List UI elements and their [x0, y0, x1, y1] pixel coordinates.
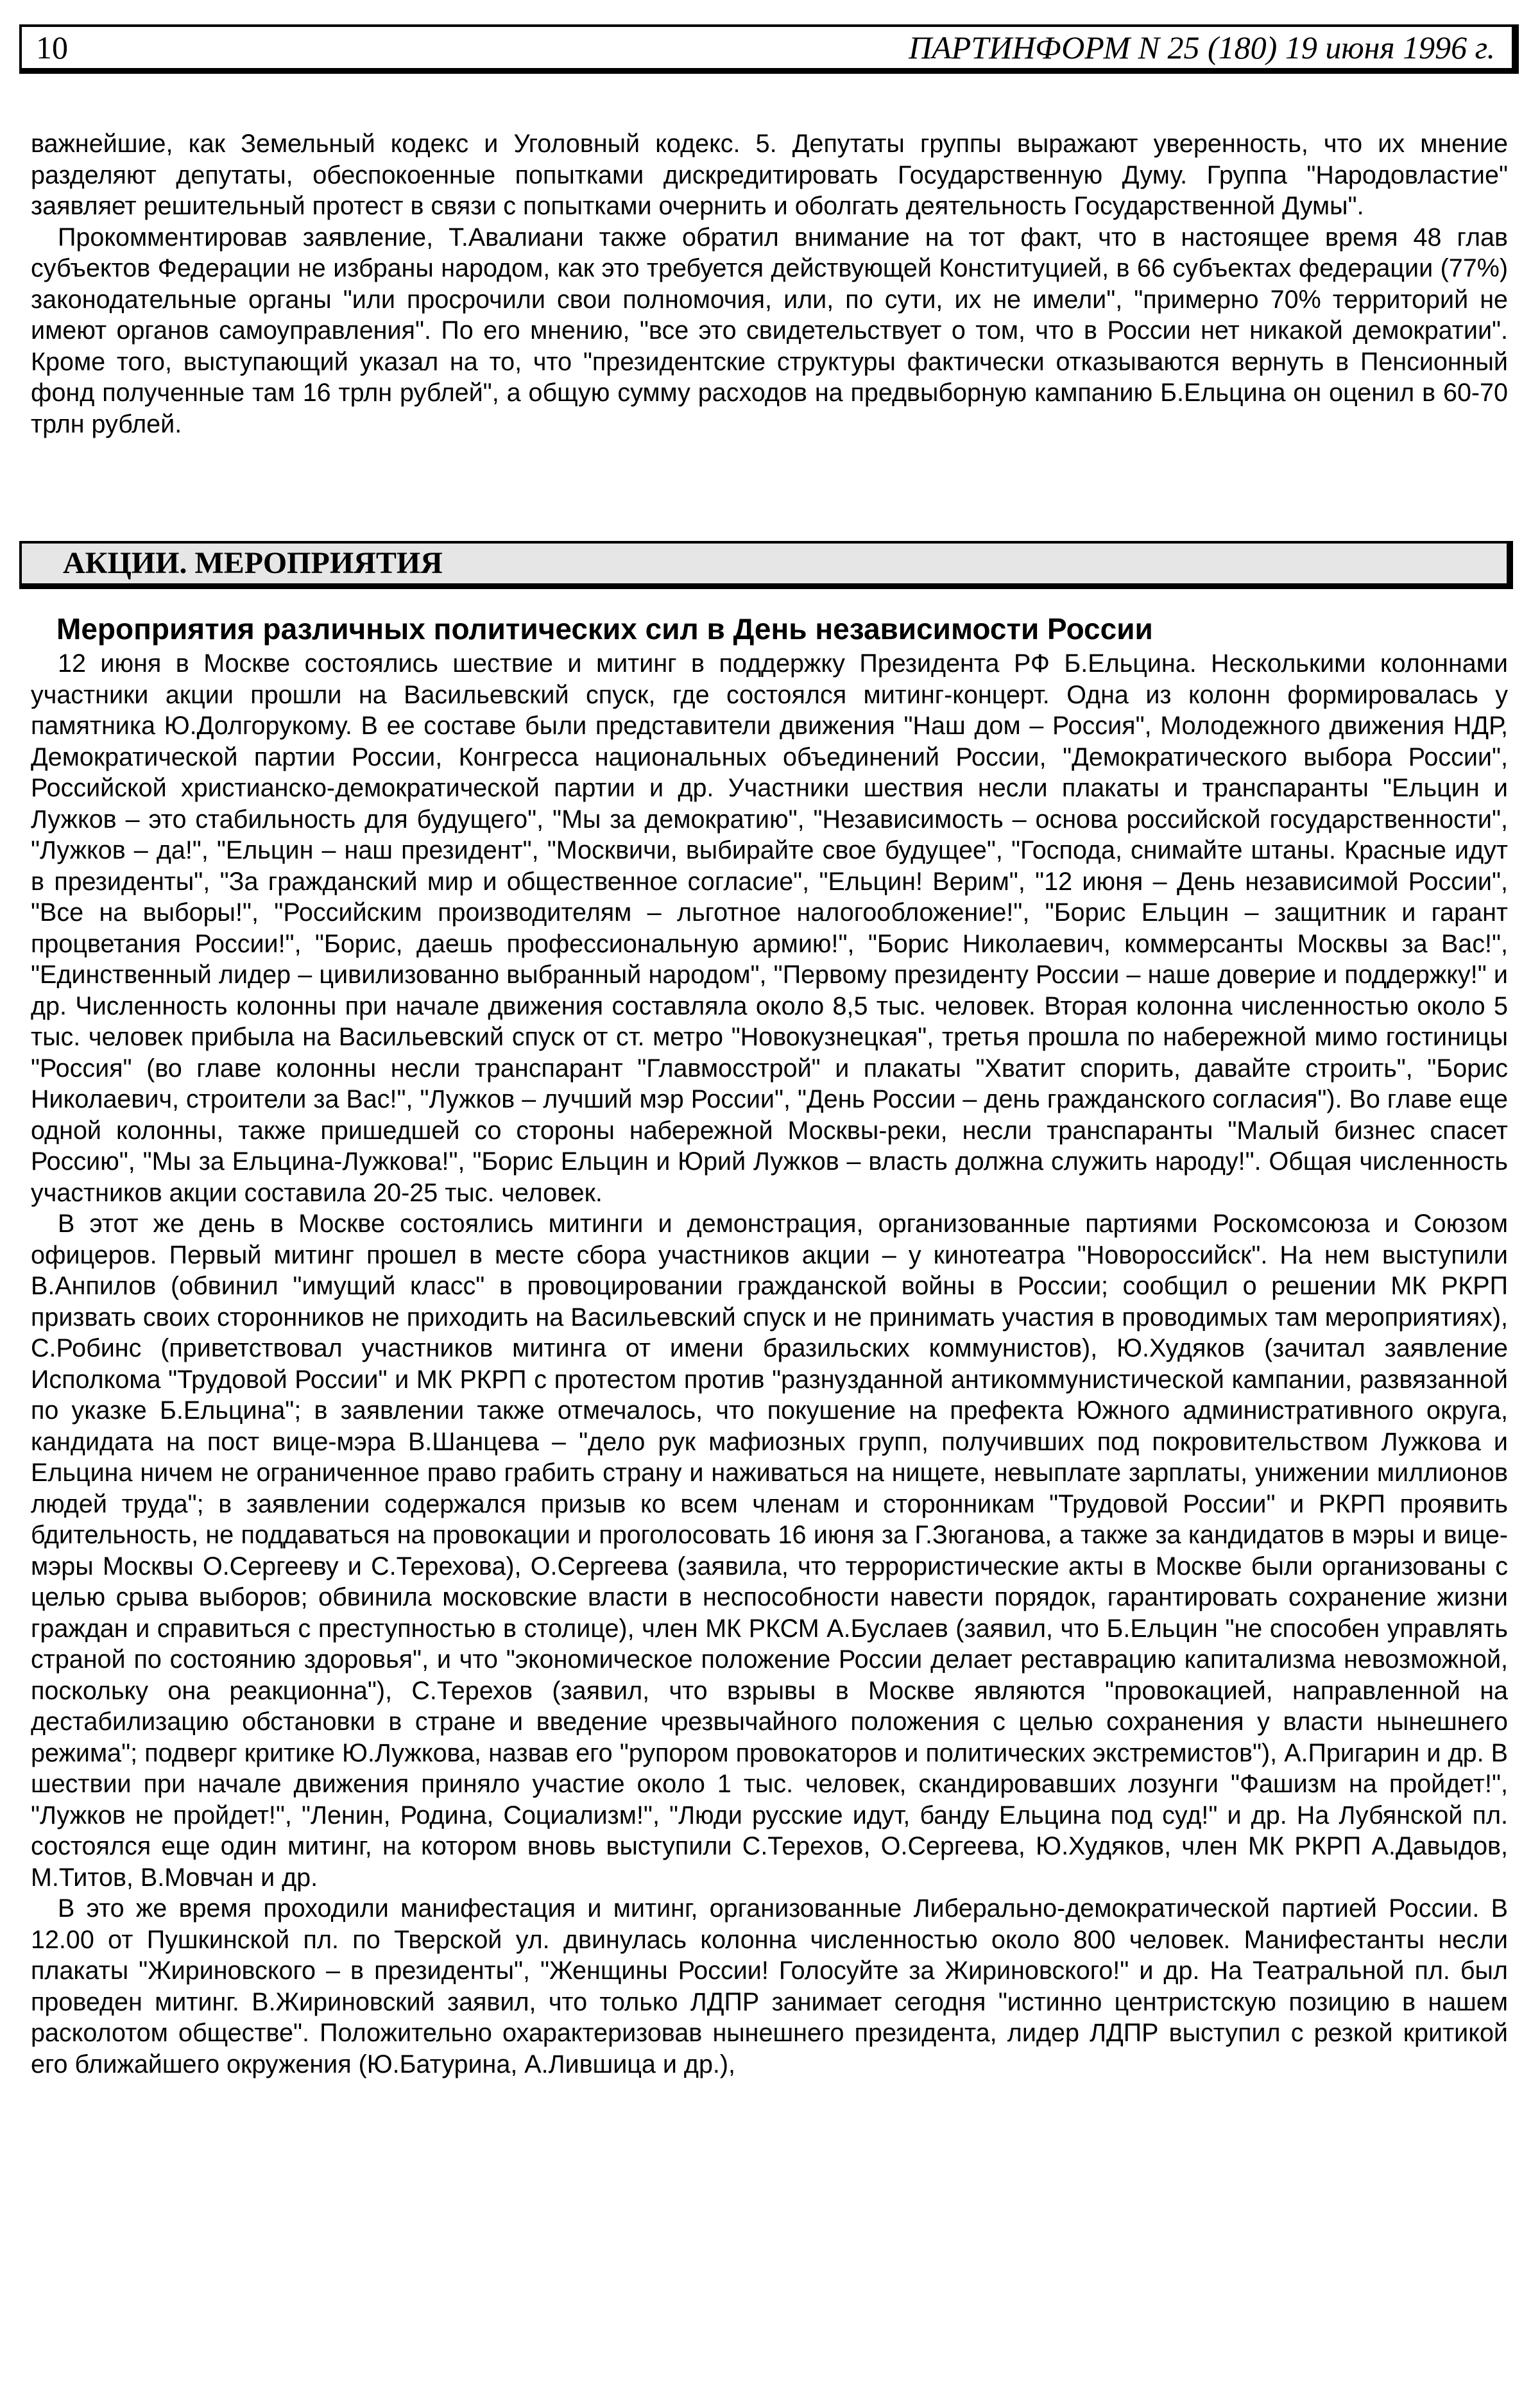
page-number: 10	[36, 30, 68, 65]
page-header	[19, 24, 1519, 74]
article-body	[31, 648, 1508, 2080]
publication-info: ПАРТИНФОРМ N 25 (180) 19 июня 1996 г.	[909, 30, 1495, 65]
intro-paragraph: Прокомментировав заявление, Т.Авалиани также обратил внимание на тот факт, что в настоящее время 48 глав субъектов Федерации не избраны народом, как это требуется действующей Конституцией, в 66 субъектах федерации (77%) законодательные органы "или просрочили свои полномочия, или, по сути, их не имели", "примерно 70% территорий не имеют органов самоуправления". По его мнению, "все это свидетельствует о том, что в России нет никакой демократии". Кроме того, выступающий указал на то, что "президентские структуры фактически отказываются вернуть в Пенсионный фонд полученные там 16 трлн рублей", а общую сумму расходов на предвыборную кампанию Б.Ельцина он оценил в 60-70 трлн рублей.	[31, 223, 1508, 438]
article-paragraph: В это же время проходили манифестация и митинг, организованные Либерально-демократической партией России. В 12.00 от Пушкинской пл. по Тверской ул. двинулась колонна численностью около 800 человек. Манифестанты несли плакаты "Жириновского – в президенты", "Женщины России! Голосуйте за Жириновского!" и др. На Театральной пл. был проведен митинг. В.Жириновский заявил, что только ЛДПР занимает сегодня "истинно центристскую позицию в нашем расколотом обществе". Положительно охарактеризовав нынешнего президента, лидер ЛДПР выступил с резкой критикой его ближайшего окружения (Ю.Батурина, А.Лившица и др.),	[31, 1894, 1508, 2078]
intro-text	[31, 128, 1508, 440]
section-title: АКЦИИ. МЕРОПРИЯТИЯ	[63, 546, 443, 580]
section-header	[19, 541, 1513, 589]
article-paragraph: В этот же день в Москве состоялись митинги и демонстрация, организованные партиями Роскомсоюза и Союзом офицеров. Первый митинг прошел в месте сбора участников акции – у кинотеатра "Новороссийск". На нем выступили В.Анпилов (обвинил "имущий класс" в провоцировании гражданской войны в России; сообщил о решении МК РКРП призвать своих сторонников не приходить на Васильевский спуск и не принимать участия в проводимых там мероприятиях), С.Робинс (приветствовал участников митинга от имени бразильских коммунистов), Ю.Худяков (зачитал заявление Исполкома "Трудовой России" и МК РКРП с протестом против "разнузданной антикоммунистической кампании, развязанной по указке Б.Ельцина"; в заявлении также отмечалось, что покушение на префекта Южного административного округа, кандидата на пост вице-мэра В.Шанцева – "дело рук мафиозных групп, получивших под покровительством Лужкова и Ельцина ничем не ограниченное право грабить страну и наживаться на нищете, невыплате зарплаты, унижении миллионов людей труда"; в заявлении содержался призыв ко всем членам и сторонникам "Трудовой России" и РКРП проявить бдительность, не поддаваться на провокации и проголосовать 16 июня за Г.Зюганова, а также за кандидатов в мэры и вице-мэры Москвы О.Сергееву и С.Терехова), О.Сергеева (заявила, что террористические акты в Москве были организованы с целью срыва выборов; обвинила московские власти в неспособности навести порядок, гарантировать сохранение жизни граждан и справиться с преступностью в столице), член МК РКСМ А.Буслаев (заявил, что Б.Ельцин "не способен управлять страной по состоянию здоровья", и что "экономическое положение России делает реставрацию капитализма невозможной, поскольку она реакционна"), С.Терехов (заявил, что взрывы в Москве являются "провокацией, направленной на дестабилизацию обстановки в стране и введение чрезвычайного положения с целью сохранения у власти нынешнего режима"; подверг критике Ю.Лужкова, назвав его "рупором провокаторов и политических экстремистов"), А.Пригарин и др. В шествии при начале движения приняло участие около 1 тыс. человек, скандировавших лозунги "Фашизм на пройдет!", "Лужков не пройдет!", "Ленин, Родина, Социализм!", "Люди русские идут, банду Ельцина под суд!" и др. На Лубянской пл. состоялся еще один митинг, на котором вновь выступили С.Терехов, О.Сергеева, Ю.Худяков, член МК РКРП А.Давыдов, М.Титов, В.Мовчан и др.	[31, 1210, 1508, 1892]
article-paragraph: 12 июня в Москве состоялись шествие и митинг в поддержку Президента РФ Б.Ельцина. Несколькими колоннами участники акции прошли на Васильевский спуск, где состоялся митинг-концерт. Одна из колонн формировалась у памятника Ю.Долгорукому. В ее составе были представители движения "Наш дом – Россия", Молодежного движения НДР, Демократической партии России, Конгресса национальных объединений России, "Демократического выбора России", Российской христианско-демократической партии и др. Участники шествия несли плакаты и транспаранты "Ельцин и Лужков – это стабильность для будущего", "Мы за демократию", "Независимость – основа российской государственности", "Лужков – да!", "Ельцин – наш президент", "Москвичи, выбирайте свое будущее", "Господа, снимайте штаны. Красные идут в президенты", "За гражданский мир и общественное согласие", "Ельцин! Верим", "12 июня – День независимой России", "Все на выборы!", "Российским производителям – льготное налогообложение!", "Борис Ельцин – защитник и гарант процветания России!", "Борис, даешь профессиональную армию!", "Борис Николаевич, коммерсанты Москвы за Вас!", "Единственный лидер – цивилизованно выбранный народом", "Первому президенту России – наше доверие и поддержку!" и др. Численность колонны при начале движения составляла около 8,5 тыс. человек. Вторая колонна численностью около 5 тыс. человек прибыла на Васильевский спуск от ст. метро "Новокузнецкая", третья прошла по набережной мимо гостиницы "Россия" (во главе колонны несли транспарант "Главмосстрой" и плакаты "Хватит спорить, давайте строить", "Борис Николаевич, строители за Вас!", "Лужков – лучший мэр России", "День России – день гражданского согласия"). Во главе еще одной колонны, также пришедшей со стороны набережной Москвы-реки, несли транспаранты "Малый бизнес спасет Россию", "Мы за Ельцина-Лужкова!", "Борис Ельцин и Юрий Лужков – власть должна служить народу!". Общая численность участников акции составила 20-25 тыс. человек.	[31, 649, 1508, 1207]
intro-paragraph: важнейшие, как Земельный кодекс и Уголовный кодекс. 5. Депутаты группы выражают уверенность, что их мнение разделяют депутаты, обеспокоенные попытками дискредитировать Государственную Думу. Группа "Народовластие" заявляет решительный протест в связи с попытками очернить и оболгать деятельность Государственной Думы".	[31, 130, 1508, 220]
article-title: Мероприятия различных политических сил в День независимости России	[56, 612, 1153, 646]
